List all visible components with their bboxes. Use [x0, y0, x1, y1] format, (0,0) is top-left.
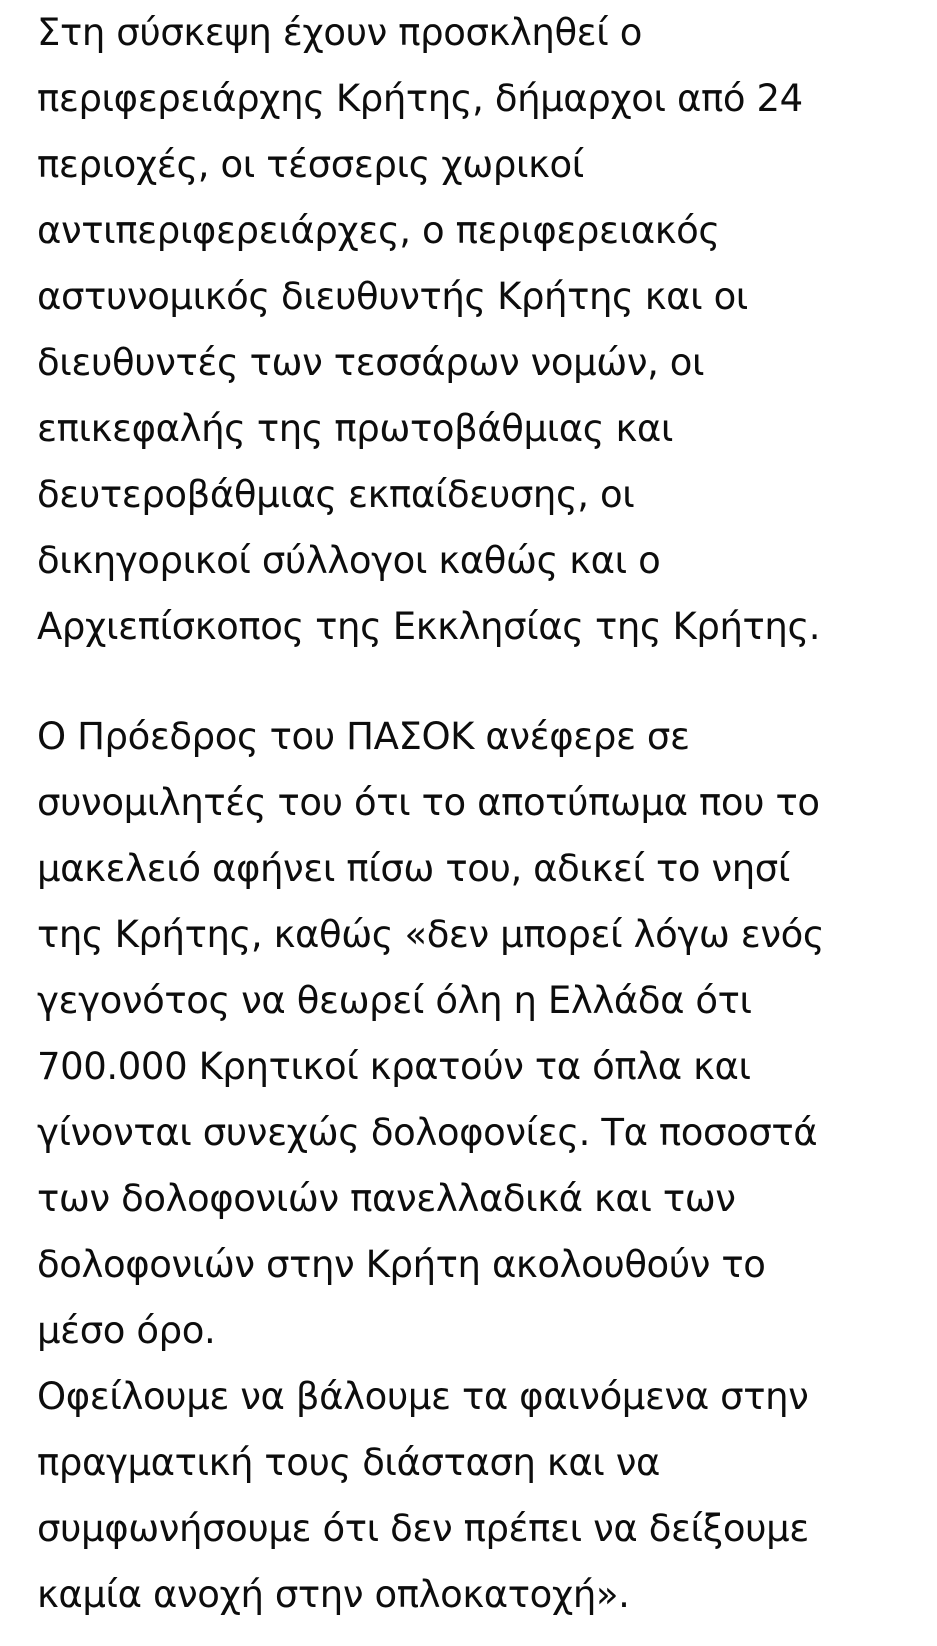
text-line: αντιπεριφερειάρχες, ο περιφερειακός	[37, 209, 720, 252]
text-line: της Κρήτης, καθώς «δεν μπορεί λόγω ενός	[37, 913, 825, 956]
text-line: διευθυντές των τεσσάρων νομών, οι	[37, 341, 705, 384]
text-line: πραγματική τους διάσταση και να	[37, 1441, 661, 1484]
text-line: αστυνομικός διευθυντής Κρήτης και οι	[37, 275, 748, 318]
text-line: καμία ανοχή στην οπλοκατοχή».	[37, 1573, 630, 1616]
text-line: 700.000 Κρητικοί κρατούν τα όπλα και	[37, 1045, 751, 1088]
text-line: γίνονται συνεχώς δολοφονίες. Τα ποσοστά	[37, 1111, 818, 1154]
text-line: των δολοφονιών πανελλαδικά και των	[37, 1177, 736, 1220]
text-line: μέσο όρο.	[37, 1309, 216, 1352]
text-line: συνομιλητές του ότι το αποτύπωμα που το	[37, 781, 820, 824]
text-line: δευτεροβάθμιας εκπαίδευσης, οι	[37, 473, 635, 516]
text-line: δολοφονιών στην Κρήτη ακολουθούν το	[37, 1243, 766, 1286]
text-line: δικηγορικοί σύλλογοι καθώς και ο	[37, 539, 661, 582]
paragraph-pasok-statement	[37, 704, 824, 1628]
text-line: Οφείλουμε να βάλουμε τα φαινόμενα στην	[37, 1375, 809, 1418]
text-line: περιφερειάρχης Κρήτης, δήμαρχοι από 24	[37, 77, 803, 120]
text-line: επικεφαλής της πρωτοβάθμιας και	[37, 407, 673, 450]
text-line: συμφωνήσουμε ότι δεν πρέπει να δείξουμε	[37, 1507, 809, 1550]
text-line: γεγονότος να θεωρεί όλη η Ελλάδα ότι	[37, 979, 752, 1022]
text-line: μακελειό αφήνει πίσω του, αδικεί το νησί	[37, 847, 790, 890]
paragraph-meeting-invitees	[37, 0, 820, 660]
text-line: περιοχές, οι τέσσερις χωρικοί	[37, 143, 584, 186]
text-line: Ο Πρόεδρος του ΠΑΣΟΚ ανέφερε σε	[37, 715, 690, 758]
text-line: Στη σύσκεψη έχουν προσκληθεί ο	[37, 11, 643, 54]
text-line: Αρχιεπίσκοπος της Εκκλησίας της Κρήτης.	[37, 605, 821, 648]
